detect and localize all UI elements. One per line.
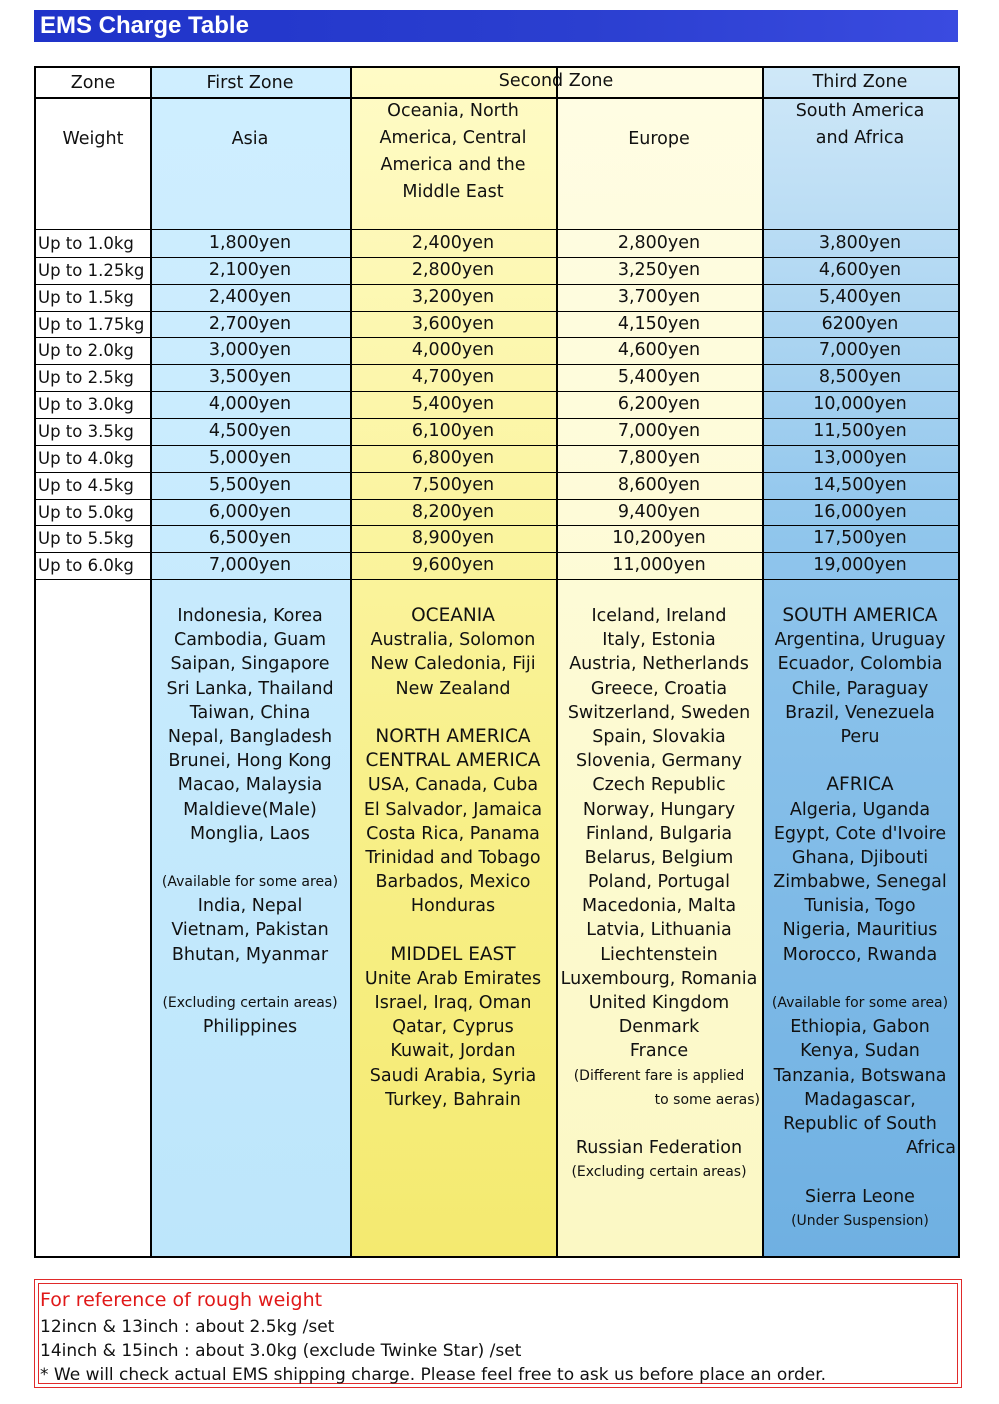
country-line: Norway, Hungary	[582, 799, 736, 820]
spacer	[762, 1160, 958, 1184]
country-line: Brazil, Venezuela	[785, 702, 935, 723]
price-cell: 10,200yen	[612, 528, 706, 549]
price-cell: 2,800yen	[411, 259, 495, 280]
country-line: MIDDEL EAST	[390, 943, 516, 965]
country-line: CENTRAL AMERICA	[365, 750, 541, 772]
country-line: Belarus, Belgium	[584, 847, 734, 868]
price-cell: 4,700yen	[411, 367, 495, 388]
price-cell: 19,000yen	[813, 555, 907, 576]
country-line: Luxembourg, Romania	[560, 968, 758, 989]
price-cell: 5,400yen	[617, 367, 701, 388]
country-line: Greece, Croatia	[590, 678, 728, 699]
region-header-line: Middle East	[402, 182, 504, 202]
country-line: SOUTH AMERICA	[782, 605, 938, 626]
country-line: Argentina, Uruguay	[774, 630, 946, 651]
price-cell: 3,250yen	[617, 259, 701, 280]
price-cell: 6,000yen	[208, 501, 292, 522]
spacer	[150, 846, 350, 870]
country-line: Spain, Slovakia	[592, 726, 726, 747]
country-line: Costa Rica, Panama	[366, 823, 540, 844]
weight-cell: Up to 1.5kg	[38, 287, 134, 307]
country-line: Poland, Portugal	[587, 872, 731, 893]
price-cell: 6,100yen	[411, 420, 495, 441]
region-south-america-africa	[762, 98, 958, 152]
country-line: Kenya, Sudan	[800, 1041, 920, 1062]
price-cell: 2,800yen	[617, 233, 701, 253]
country-line: Denmark	[618, 1017, 700, 1038]
price-cell: 7,500yen	[411, 474, 495, 495]
country-line: Bhutan, Myanmar	[171, 944, 329, 965]
weight-cell: Up to 1.25kg	[38, 260, 145, 280]
country-line: Ethiopia, Gabon	[790, 1017, 930, 1038]
country-line: El Salvador, Jamaica	[363, 799, 543, 820]
price-cell: 6,200yen	[617, 394, 701, 415]
country-line: (Excluding certain areas)	[162, 995, 338, 1011]
spacer	[150, 967, 350, 991]
country-line: Switzerland, Sweden	[567, 702, 751, 723]
country-line: United Kingdom	[588, 993, 730, 1013]
country-line: OCEANIA	[411, 605, 495, 626]
country-line: Russian Federation	[575, 1138, 743, 1159]
country-line: USA, Canada, Cuba	[367, 775, 539, 796]
ems-charge-table	[34, 66, 960, 1258]
country-line: (Different fare is applied	[573, 1067, 745, 1084]
country-line: Latvia, Lithuania	[586, 920, 732, 941]
country-line: Africa	[906, 1138, 956, 1159]
price-cell: 2,400yen	[208, 286, 292, 307]
country-line: Tunisia, Togo	[804, 896, 916, 917]
country-line: Tanzania, Botswana	[773, 1065, 947, 1086]
country-line: (Available for some area)	[771, 995, 949, 1011]
country-line: Barbados, Mexico	[375, 872, 531, 893]
country-line: Egypt, Cote d'Ivoire	[773, 823, 947, 844]
price-cell: 6,800yen	[411, 447, 495, 468]
price-cell: 3,600yen	[411, 313, 495, 334]
country-line: Qatar, Cyprus	[392, 1017, 514, 1038]
price-cell: 4,600yen	[818, 259, 902, 280]
oceania-americas-middle-east-countries	[350, 604, 556, 1112]
country-line: Finland, Bulgaria	[585, 823, 733, 844]
price-cell: 4,000yen	[411, 340, 495, 361]
weight-cell: Up to 1.75kg	[38, 314, 145, 334]
price-cell: 11,500yen	[813, 420, 907, 441]
first-zone-countries	[150, 604, 350, 1039]
region-header-line: America and the	[380, 155, 526, 175]
price-cell: 13,000yen	[813, 447, 907, 468]
price-cell: 4,500yen	[208, 420, 292, 441]
spacer	[350, 701, 556, 725]
country-line: Maldieve(Male)	[183, 799, 317, 820]
divider	[36, 579, 958, 580]
weight-cell: Up to 5.0kg	[38, 502, 134, 522]
country-line: Madagascar,	[804, 1089, 916, 1110]
price-cell: 9,400yen	[617, 501, 701, 522]
weight-cell: Up to 2.0kg	[38, 341, 134, 361]
europe-countries	[556, 604, 762, 1185]
spacer	[762, 749, 958, 773]
spacer	[762, 967, 958, 991]
price-cell: 5,400yen	[411, 394, 495, 415]
weight-cell: Up to 4.5kg	[38, 475, 134, 495]
spacer	[350, 918, 556, 942]
region-header-line: America, Central	[379, 128, 527, 148]
second-zone-header: Second Zone	[498, 71, 614, 91]
price-cell: 7,000yen	[208, 555, 292, 576]
south-america-africa-countries	[762, 604, 958, 1233]
reference-line: 14inch & 15inch : about 3.0kg (exclude Twinke Star) /set	[40, 1341, 522, 1361]
country-line: Peru	[840, 726, 880, 747]
price-cell: 4,600yen	[617, 340, 701, 361]
price-cell: 1,800yen	[208, 233, 292, 253]
country-line: Indonesia, Korea	[177, 606, 323, 626]
country-line: Iceland, Ireland	[591, 606, 727, 626]
weight-header: Weight	[62, 129, 124, 149]
country-line: Morocco, Rwanda	[782, 944, 938, 965]
country-line: New Zealand	[395, 678, 511, 699]
region-header-line: Asia	[231, 129, 269, 149]
price-cell: 4,150yen	[617, 313, 701, 334]
weight-cell: Up to 3.0kg	[38, 395, 134, 415]
country-line: Cambodia, Guam	[173, 630, 327, 651]
first-zone-header: First Zone	[206, 73, 294, 93]
country-line: Slovenia, Germany	[575, 751, 743, 772]
country-line: Sri Lanka, Thailand	[166, 678, 334, 699]
country-line: Zimbabwe, Senegal	[773, 872, 947, 893]
country-line: Austria, Netherlands	[569, 654, 749, 675]
price-cell: 8,500yen	[818, 367, 902, 388]
price-cell: 17,500yen	[813, 528, 907, 549]
country-line: Trinidad and Tobago	[365, 847, 541, 868]
price-cell: 9,600yen	[411, 555, 495, 576]
country-line: Australia, Solomon	[370, 630, 536, 651]
country-line: Saipan, Singapore	[170, 654, 330, 675]
country-line: Sierra Leone	[805, 1186, 915, 1207]
price-cell: 3,000yen	[208, 340, 292, 361]
country-line: Nepal, Bangladesh	[167, 726, 333, 747]
country-line: Taiwan, China	[189, 702, 311, 723]
price-cell: 2,100yen	[208, 259, 292, 280]
country-line: Republic of South	[783, 1113, 937, 1134]
region-header-line: Oceania, North	[387, 101, 519, 121]
reference-title: For reference of rough weight	[40, 1289, 323, 1311]
price-cell: 3,800yen	[818, 233, 902, 253]
price-cell: 7,000yen	[818, 340, 902, 361]
reference-line: * We will check actual EMS shipping charge. Please feel free to ask us before place an order.	[40, 1365, 827, 1385]
region-europe	[556, 126, 762, 153]
region-header-line: Europe	[628, 129, 690, 149]
weight-cell: Up to 5.5kg	[38, 529, 134, 549]
price-cell: 14,500yen	[813, 474, 907, 495]
price-cell: 10,000yen	[813, 394, 907, 415]
price-cell: 5,400yen	[818, 286, 902, 307]
country-line: Vietnam, Pakistan	[171, 920, 329, 941]
weight-cell: Up to 6.0kg	[38, 556, 134, 576]
price-cell: 5,000yen	[208, 447, 292, 468]
country-line: Philippines	[202, 1017, 298, 1038]
country-line: Kuwait, Jordan	[390, 1041, 516, 1062]
price-cell: 3,200yen	[411, 286, 495, 307]
price-cell: 16,000yen	[813, 501, 907, 522]
country-line: (Under Suspension)	[791, 1212, 929, 1229]
country-line: Chile, Paraguay	[791, 678, 929, 699]
weight-cell: Up to 4.0kg	[38, 448, 134, 468]
country-line: Brunei, Hong Kong	[168, 751, 332, 772]
price-cell: 3,500yen	[208, 367, 292, 388]
region-header-line: and Africa	[815, 128, 905, 148]
page-title: EMS Charge Table	[34, 10, 958, 42]
country-line: Monglia, Laos	[190, 823, 310, 844]
region-header-line: South America	[795, 101, 925, 121]
weight-cell: Up to 2.5kg	[38, 368, 134, 388]
price-cell: 8,600yen	[617, 474, 701, 495]
country-line: Algeria, Uganda	[789, 799, 931, 820]
country-line: to some aeras)	[654, 1091, 760, 1108]
country-line: Ecuador, Colombia	[777, 654, 943, 675]
country-line: AFRICA	[826, 774, 894, 796]
country-line: India, Nepal	[197, 896, 303, 917]
region-asia	[150, 126, 350, 153]
country-line: Nigeria, Mauritius	[782, 920, 938, 941]
price-cell: 2,400yen	[411, 233, 495, 253]
country-line: NORTH AMERICA	[375, 725, 531, 747]
country-line: (Excluding certain areas)	[571, 1164, 747, 1181]
weight-cell: Up to 3.5kg	[38, 421, 134, 441]
price-cell: 2,700yen	[208, 313, 292, 334]
third-zone-header: Third Zone	[812, 72, 908, 92]
country-line: Ghana, Djibouti	[791, 847, 929, 868]
country-line: Italy, Estonia	[602, 630, 716, 651]
country-line: Israel, Iraq, Oman	[374, 993, 532, 1013]
zone-header: Zone	[70, 73, 116, 93]
price-cell: 7,800yen	[617, 447, 701, 468]
price-cell: 11,000yen	[612, 555, 706, 576]
weight-cell: Up to 1.0kg	[38, 234, 134, 253]
country-line: Liechtenstein	[600, 944, 718, 965]
country-line: France	[629, 1041, 689, 1062]
country-line: Turkey, Bahrain	[385, 1089, 521, 1110]
country-line: Honduras	[410, 896, 496, 917]
country-line: Macao, Malaysia	[177, 775, 323, 796]
price-cell: 6200yen	[821, 313, 899, 334]
price-cell: 6,500yen	[208, 528, 292, 549]
country-line: Unite Arab Emirates	[364, 968, 542, 989]
price-cell: 4,000yen	[208, 394, 292, 415]
country-line: Czech Republic	[592, 775, 726, 796]
reference-box	[34, 1279, 962, 1388]
price-cell: 7,000yen	[617, 420, 701, 441]
country-line: New Caledonia, Fiji	[370, 654, 536, 675]
reference-line: 12incn & 13inch : about 2.5kg /set	[40, 1317, 335, 1337]
price-cell: 8,200yen	[411, 501, 495, 522]
country-line: Macedonia, Malta	[581, 896, 737, 917]
country-line: Saudi Arabia, Syria	[369, 1065, 537, 1086]
price-cell: 3,700yen	[617, 286, 701, 307]
country-line: (Available for some area)	[161, 874, 339, 891]
spacer	[556, 1112, 762, 1136]
region-oceania-americas-middle-east	[350, 98, 556, 206]
price-cell: 5,500yen	[208, 474, 292, 495]
price-cell: 8,900yen	[411, 528, 495, 549]
